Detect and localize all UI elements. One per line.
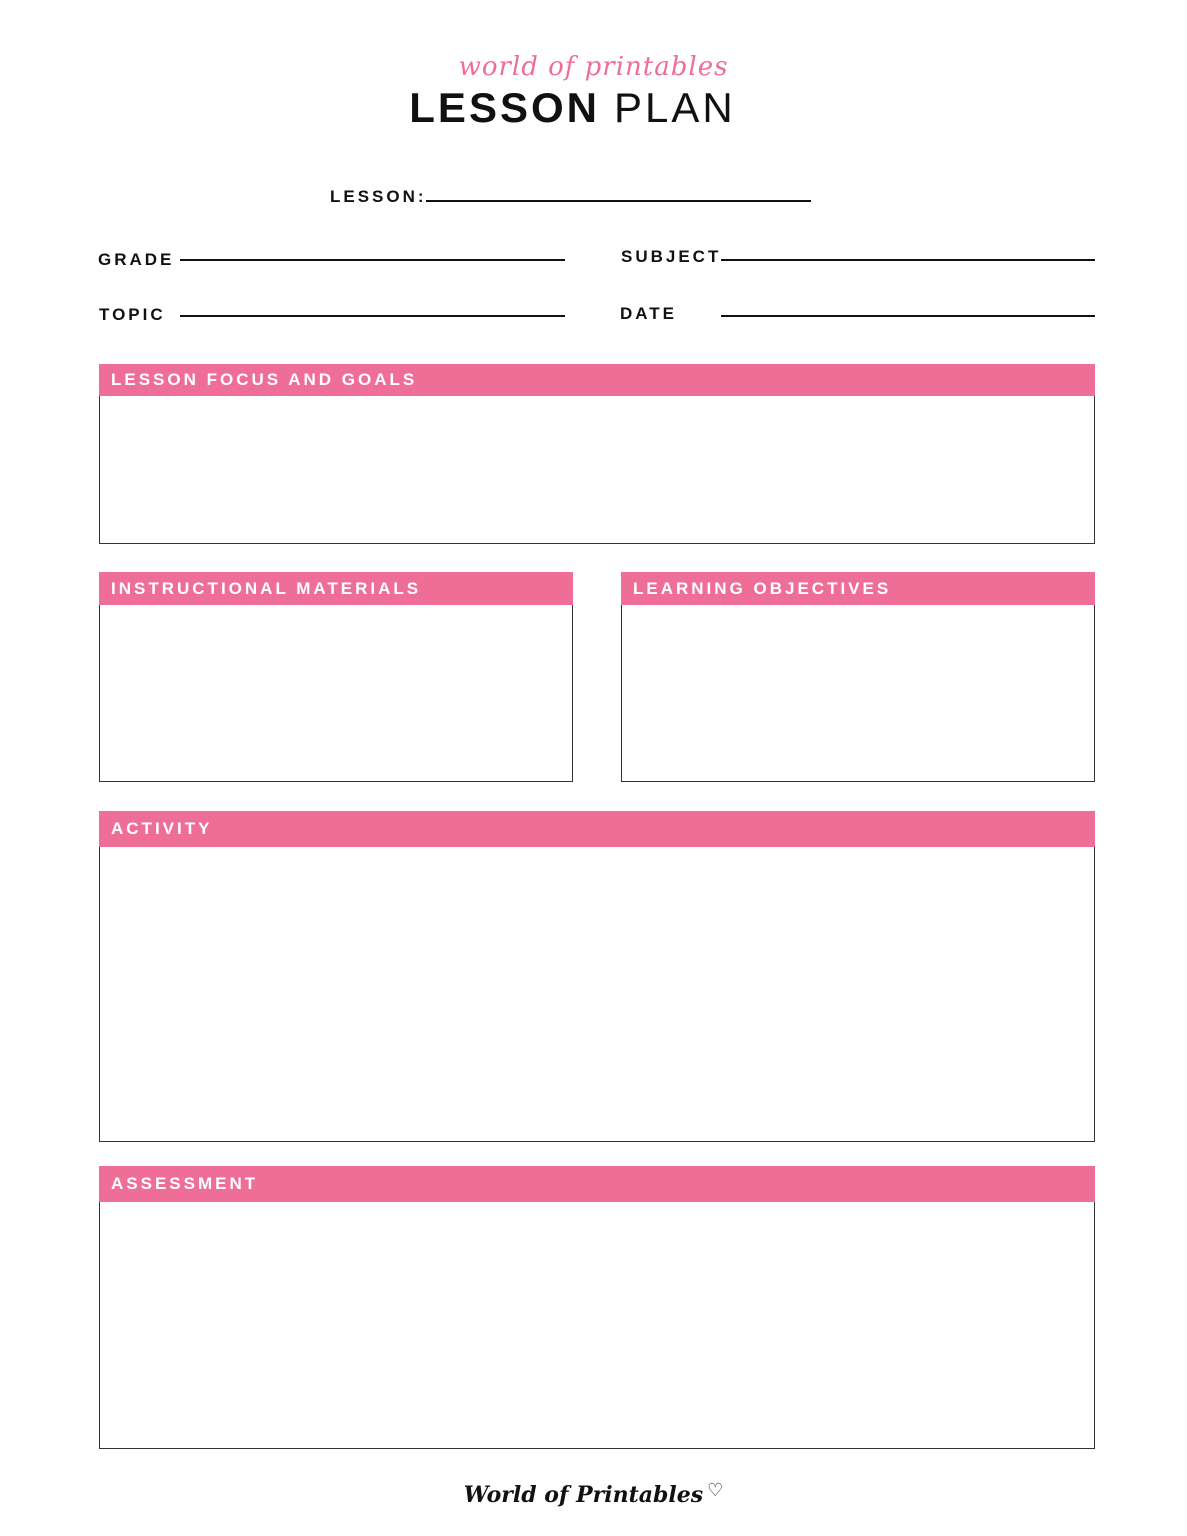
section-materials [99,572,573,782]
section-objectives-header: LEARNING OBJECTIVES [621,572,1095,605]
title-bold: LESSON [409,84,600,131]
section-objectives [621,572,1095,782]
section-focus [99,364,1095,544]
section-assessment [99,1166,1095,1449]
section-activity [99,811,1095,1142]
section-assessment-box[interactable] [99,1202,1095,1449]
grade-line[interactable] [180,259,565,261]
grade-label: GRADE [98,250,175,269]
date-line[interactable] [721,315,1095,317]
footer-brand-text: World of Printables [463,1482,704,1508]
section-materials-header: INSTRUCTIONAL MATERIALS [99,572,573,605]
subject-line[interactable] [721,259,1095,261]
lesson-line[interactable] [426,200,811,202]
topic-label: TOPIC [99,305,166,324]
section-objectives-box[interactable] [621,605,1095,782]
title-light: PLAN [613,84,736,131]
page-title [0,84,1145,132]
section-focus-header: LESSON FOCUS AND GOALS [99,364,1095,396]
brand-script: world of printables [458,52,729,82]
lesson-label: LESSON: [330,187,427,206]
section-activity-box[interactable] [99,847,1095,1142]
date-label: DATE [620,304,678,323]
heart-outline-icon: ♡ [707,1480,724,1501]
section-materials-box[interactable] [99,605,573,782]
section-activity-header: ACTIVITY [99,811,1095,847]
section-focus-box[interactable] [99,396,1095,544]
footer-brand [0,1480,1187,1508]
topic-line[interactable] [180,315,565,317]
section-assessment-header: ASSESSMENT [99,1166,1095,1202]
subject-label: SUBJECT [621,247,722,266]
